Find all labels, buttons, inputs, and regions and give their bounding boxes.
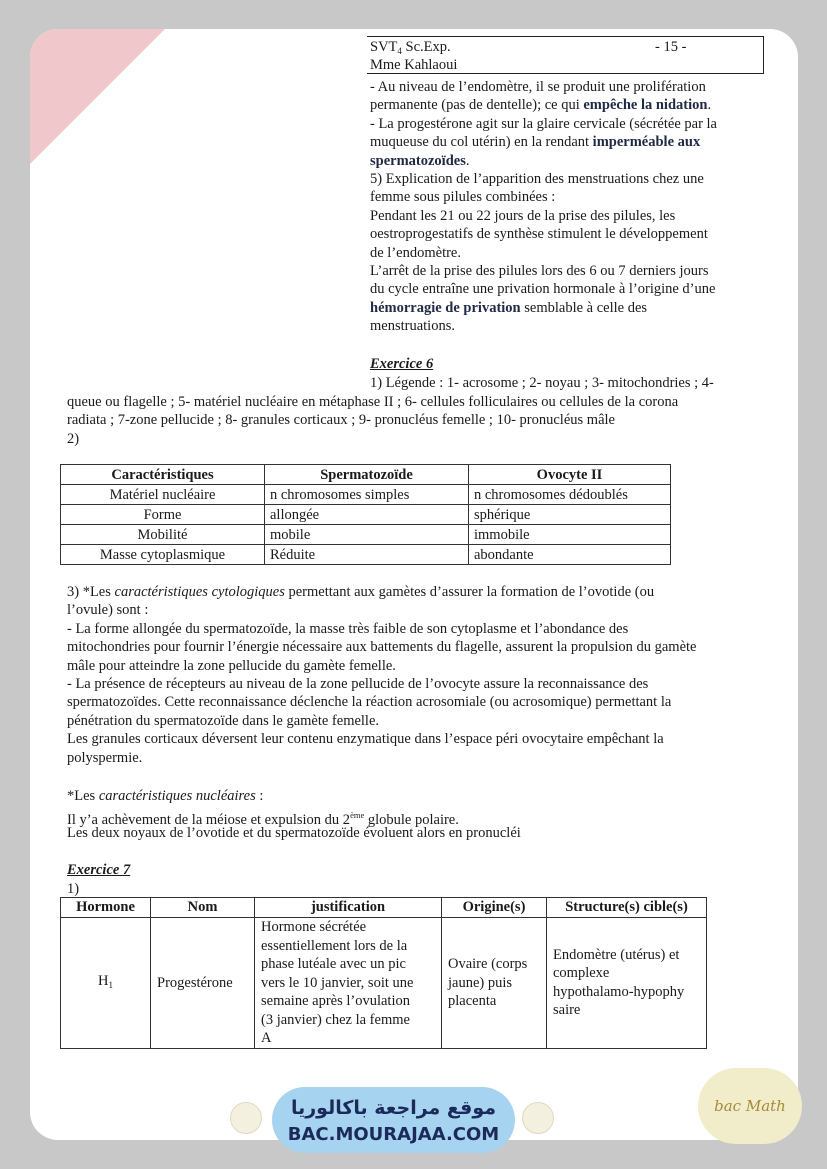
table-header-row [61,898,707,918]
cell-line: (3 janvier) chez la femme [261,1011,410,1028]
table-row [61,505,671,525]
question-1-label: 1) [67,881,80,897]
origin-cell [442,918,547,1049]
cell-line: complexe [553,965,610,982]
header-teacher: Mme Kahlaoui [370,57,458,73]
footer-arabic-title: موقع مراجعة باكالوريا [290,1097,497,1119]
table-cell: Matériel nucléaire [61,485,265,505]
text-line: l’ovule) sont : [67,602,149,619]
table-cell: Mobilité [61,525,265,545]
table-cell: Réduite [265,545,469,565]
column-header: justification [255,898,442,918]
column-header: Hormone [61,898,151,918]
cell-line: saire [553,1002,581,1019]
table-cell: n chromosomes simples [265,485,469,505]
cell-line: hypothalamo-hypophy [553,983,685,1000]
text-line: - La progestérone agit sur la glaire cervicale (sécrétée par la [370,115,717,132]
target-cell [547,918,707,1049]
text-line: L’arrêt de la prise des pilules lors des 6 ou 7 derniers jours [370,263,709,280]
continued-answer [370,78,765,336]
text-line: 5) Explication de l’apparition des menstruations chez une [370,171,704,188]
name-cell: Progestérone [151,918,255,1049]
cell-line: jaune) puis [448,974,513,991]
site-logo-icon [230,1102,262,1134]
nuclear-line-1: Il y’a achèvement de la méiose et expulsion du 2ème globule polaire. [67,810,459,828]
cell-line: Ovaire (corps [448,956,528,972]
site-logo-icon [522,1102,554,1134]
table-header-row [61,465,671,485]
table-cell: n chromosomes dédoublés [469,485,671,505]
text-line: permanente (pas de dentelle); ce qui empêche la nidation. [370,97,712,114]
column-header: Structure(s) cible(s) [547,898,707,918]
text-line: Les granules corticaux déversent leur contenu enzymatique dans l’espace péri ovocytaire empêchant la [67,731,664,748]
gamete-comparison-table [60,464,671,565]
text-line: hémorragie de privation semblable à celle des [370,299,648,316]
exercise-6-title: Exercice 6 [370,356,434,372]
header-subject: $SVT_4$ Sc.Exp. [370,39,451,56]
table-cell: immobile [469,525,671,545]
cell-line: Hormone sécrétée [261,919,367,935]
table-row [61,918,707,1049]
corner-decoration [30,29,165,164]
text-line: polyspermie. [67,749,143,766]
cell-line: placenta [448,993,497,1009]
nuclear-line-2: Les deux noyaux de l’ovotide et du spermatozoïde évoluent alors en pronucléi [67,825,521,841]
text-line: spermatozoïdes. Cette reconnaissance déclenche la réaction acrosomiale (ou acrosomique) permettant la [67,694,672,711]
legend-line-2: queue ou flagelle ; 5- matériel nucléaire en métaphase II ; 6- cellules folliculaires ou cellules de la corona [67,394,679,410]
text-line: - La présence de récepteurs au niveau de la zone pellucide de l’ovocyte assure la reconnaissance des [67,676,649,693]
nuclear-title: *Les caractéristiques nucléaires : [67,788,264,804]
column-header: Spermatozoïde [265,465,469,485]
cell-line: vers le 10 janvier, soit une [261,974,414,991]
question-3-answer [67,583,767,767]
text-line: muqueuse du col utérin) en la rendant imperméable aux [370,134,701,151]
text-line: - La forme allongée du spermatozoïde, la masse très faible de son cytoplasme et l’abondance des [67,620,629,637]
table-cell: mobile [265,525,469,545]
text-line: de l’endomètre. [370,244,461,261]
page-number: - 15 - [655,39,687,55]
text-line: oestroprogestatifs de synthèse stimulent le développement [370,226,708,243]
text-line: - Au niveau de l’endomètre, il se produit une prolifération [370,79,706,95]
cell-line: A [261,1030,272,1046]
legend-line-1: 1) Légende : 1- acrosome ; 2- noyau ; 3- mitochondries ; 4- [370,375,714,391]
exercise-7-title: Exercice 7 [67,862,131,878]
cell-line: phase lutéale avec un pic [261,956,406,972]
table-row [61,525,671,545]
column-header: Ovocyte II [469,465,671,485]
cell-line: semaine après l’ovulation [261,993,410,1009]
text-line: pénétration du spermatozoïde dans le gamète femelle. [67,712,380,729]
legend-line-3: radiata ; 7-zone pellucide ; 8- granules corticaux ; 9- pronucléus femelle ; 10- pronucléus mâle [67,412,615,428]
footer-url-link[interactable]: BAC.MOURAJAA.COM [287,1124,500,1145]
cell-line: Endomètre (utérus) et [553,946,680,963]
table-cell: Forme [61,505,265,525]
text-line: spermatozoïdes. [370,152,470,169]
text-line: du cycle entraîne une privation hormonale à l’origine d’une [370,281,716,298]
question-2-label: 2) [67,431,80,447]
text-line: mâle pour atteindre la zone pellucide du gamète femelle. [67,657,396,674]
column-header: Caractéristiques [61,465,265,485]
justification-cell [255,918,442,1049]
table-cell: allongée [265,505,469,525]
hormone-table [60,897,707,1049]
cell-line: essentiellement lors de la [261,937,408,954]
table-cell: sphérique [469,505,671,525]
column-header: Nom [151,898,255,918]
table-row [61,485,671,505]
text-line: 3) *Les caractéristiques cytologiques permettant aux gamètes d’assurer la formation de l’ovotide (ou [67,584,655,600]
table-cell: abondante [469,545,671,565]
text-line: menstruations. [370,318,455,335]
bac-math-logo: bac Math [698,1068,802,1144]
table-cell: Masse cytoplasmique [61,545,265,565]
column-header: Origine(s) [442,898,547,918]
text-line: Pendant les 21 ou 22 jours de la prise des pilules, les [370,207,676,224]
table-row [61,545,671,565]
hormone-cell: $H_1$ [61,918,151,1049]
text-line: femme sous pilules combinées : [370,189,556,206]
text-line: mitochondries pour fournir l’énergie nécessaire aux battements du flagelle, assurent la propulsion du gamète [67,639,697,656]
